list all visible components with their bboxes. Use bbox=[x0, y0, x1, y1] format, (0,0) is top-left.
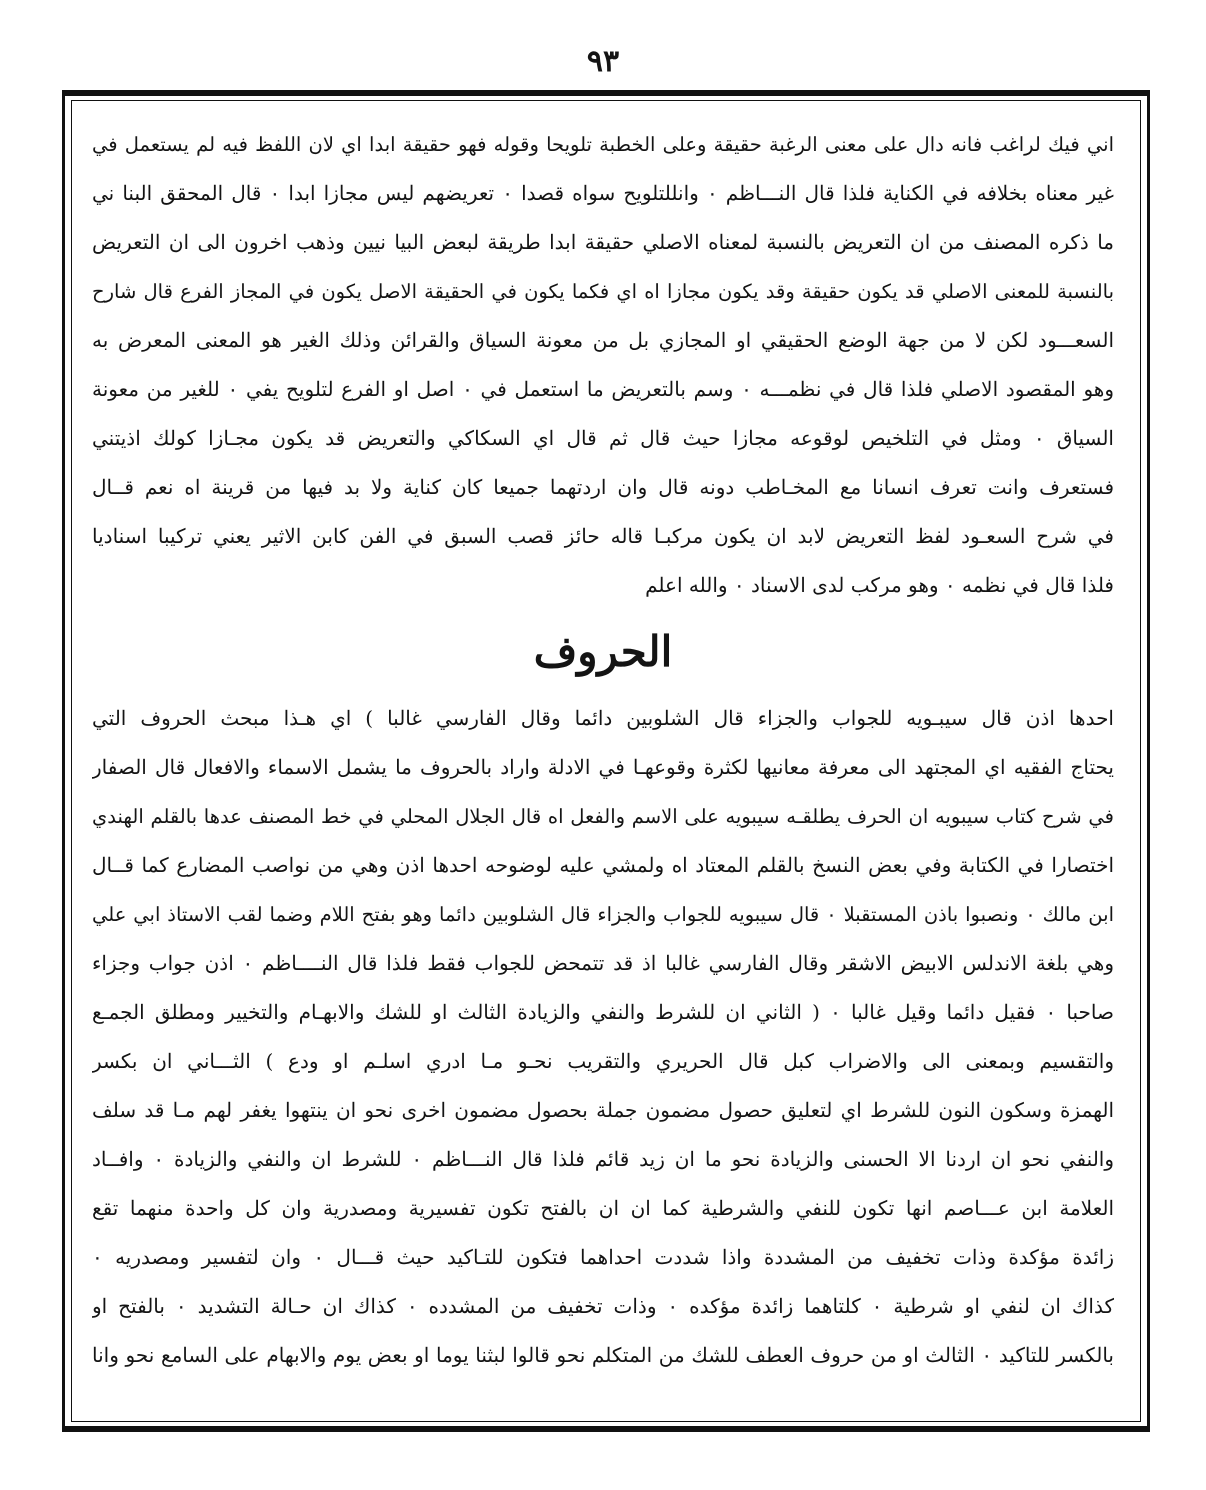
text-line: السعـــود لكن لا من جهة الوضع الحقيقي او المجازي بل من معونة السياق والقرائن وذلك الغير هو المعنى المعرض به bbox=[92, 328, 1114, 352]
text-line: بالنسبة للمعنى الاصلي قد يكون حقيقة وقد يكون مجازا اه اي فكما يكون في الحقيقة الاصل يكون في المجاز الفرع قال شارح bbox=[92, 280, 1114, 303]
text-line: السياق ٠ ومثل في التلخيص لوقوعه مجازا حيث قال ثم قال اي السكاكي والتعريض قد يكون مجـازا كولك اذيتني bbox=[92, 426, 1114, 450]
section-heading: الحروف bbox=[533, 627, 673, 676]
text-line: الهمزة وسكون النون للشرط اي لتعليق حصول مضمون جملة بحصول مضمون اخرى نحو ان ينتهوا يغفر لهم مـا قد سلف bbox=[92, 1098, 1114, 1122]
text-line: والتقسيم وبمعنى الى والاضراب كبل قال الحريري والتقريب نحـو مـا ادري اسلـم او ودع ) الثـــاني ان بكسر bbox=[92, 1049, 1114, 1073]
paragraph-two bbox=[92, 694, 1114, 1380]
text-line: في شرح كتاب سيبويه ان الحرف يطلقـه سيبويه على الاسم والفعل اه قال الجلال المحلي في خط المصنف عدها بالقلم الهندي bbox=[92, 805, 1114, 828]
text-line: في شرح السعـود لفظ التعريض لابد ان يكون مركبـا قاله حائز قصب السبق في الفن كابن الاثير يعني تركيبا اسناديا bbox=[92, 524, 1114, 548]
text-line: اختصارا في الكتابة وفي بعض النسخ بالقلم المعتاد اه ولمشي عليه لوضوحه احدها اذن وهي من نواصب المضارع كما قــال bbox=[92, 853, 1114, 877]
text-line: غير معناه بخلافه في الكناية فلذا قال النـــاظم ٠ وانللتلويح سواه قصدا ٠ تعريضهم ليس مجازا ابدا ٠ قال المحقق البنا ني bbox=[92, 181, 1114, 205]
text-line: والنفي نحو ان اردنا الا الحسنى والزيادة نحو ما ان زيد قائم فلذا قال النـــاظم ٠ للشرط ان والنفي والزيادة ٠ وافــاد bbox=[92, 1147, 1114, 1171]
paragraph-one bbox=[92, 120, 1114, 610]
page-number: ٩٣ bbox=[586, 44, 620, 79]
text-line: اني فيك لراغب فانه دال على معنى الرغبة حقيقة وعلى الخطبة تلويحا وقوله فهو حقيقة ابدا اي لان اللفظ فيه لم يستعمل في bbox=[92, 133, 1114, 156]
text-line: العلامة ابن عـــاصم انها تكون للنفي والشرطية كما ان ان بالفتح تكون تفسيرية ومصدرية وان كل واحدة منهما تقع bbox=[92, 1196, 1114, 1220]
text-line: وهي بلغة الاندلس الابيض الاشقر وقال الفارسي غالبا اذ قد تتمحض للجواب فقط فلذا قال النــــاظم ٠ اذن جواب وجزاء bbox=[92, 951, 1114, 975]
text-line: صاحبا ٠ فقيل دائما وقيل غالبا ٠ ( الثاني ان للشرط والنفي والزيادة الثالث او للشك والابهـام والتخيير ومطلق الجمـع bbox=[92, 1000, 1114, 1024]
text-line: فستعرف وانت تعرف انسانا مع المخـاطب دونه قال وان اردتهما جميعا كان كناية ولا بد فيها من قرينة اه نعم قــال bbox=[92, 475, 1114, 499]
text-line: يحتاج الفقيه اي المجتهد الى معرفة معانيها لكثرة وقوعهـا في الادلة واراد بالحروف ما يشمل الاسماء والافعال قال الصفار bbox=[92, 755, 1114, 779]
text-line: زائدة مؤكدة وذات تخفيف من المشددة واذا شددت احداهما فتكون للتـاكيد حيث قـــال ٠ وان لتفسير ومصدريه ٠ bbox=[92, 1245, 1114, 1269]
text-line: بالكسر للتاكيد ٠ الثالث او من حروف العطف للشك من المتكلم نحو قالوا لبثنا يوما او بعض يوم والابهام على السامع نحو وانا bbox=[92, 1343, 1114, 1367]
text-line: وهو المقصود الاصلي فلذا قال في نظمـــه ٠ وسم بالتعريض ما استعمل في ٠ اصل او الفرع لتلويح يفي ٠ للغير من معونة bbox=[92, 377, 1114, 401]
page-content bbox=[92, 120, 1114, 1420]
text-line: كذاك ان لنفي او شرطية ٠ كلتاهما زائدة مؤكده ٠ وذات تخفيف من المشدده ٠ كذاك ان حـالة التشديد ٠ بالفتح او bbox=[92, 1294, 1114, 1318]
text-line: احدها اذن قال سيبـويه للجواب والجزاء قال الشلوبين دائما وقال الفارسي غالبا ) اي هـذا مبحث الحروف التي bbox=[92, 706, 1114, 730]
text-line: ما ذكره المصنف من ان التعريض بالنسبة لمعناه الاصلي حقيقة ابدا طريقة لبعض البيا نيين وذهب اخرون الى ان التعريض bbox=[92, 230, 1114, 254]
text-line: فلذا قال في نظمه ٠ وهو مركب لدى الاسناد ٠ والله اعلم bbox=[645, 573, 1114, 597]
text-line: ابن مالك ٠ ونصبوا باذن المستقبلا ٠ قال سيبويه للجواب والجزاء قال الشلوبين دائما وهو بفتح اللام وضما لقب الاستاذ ابي علي bbox=[92, 903, 1114, 926]
